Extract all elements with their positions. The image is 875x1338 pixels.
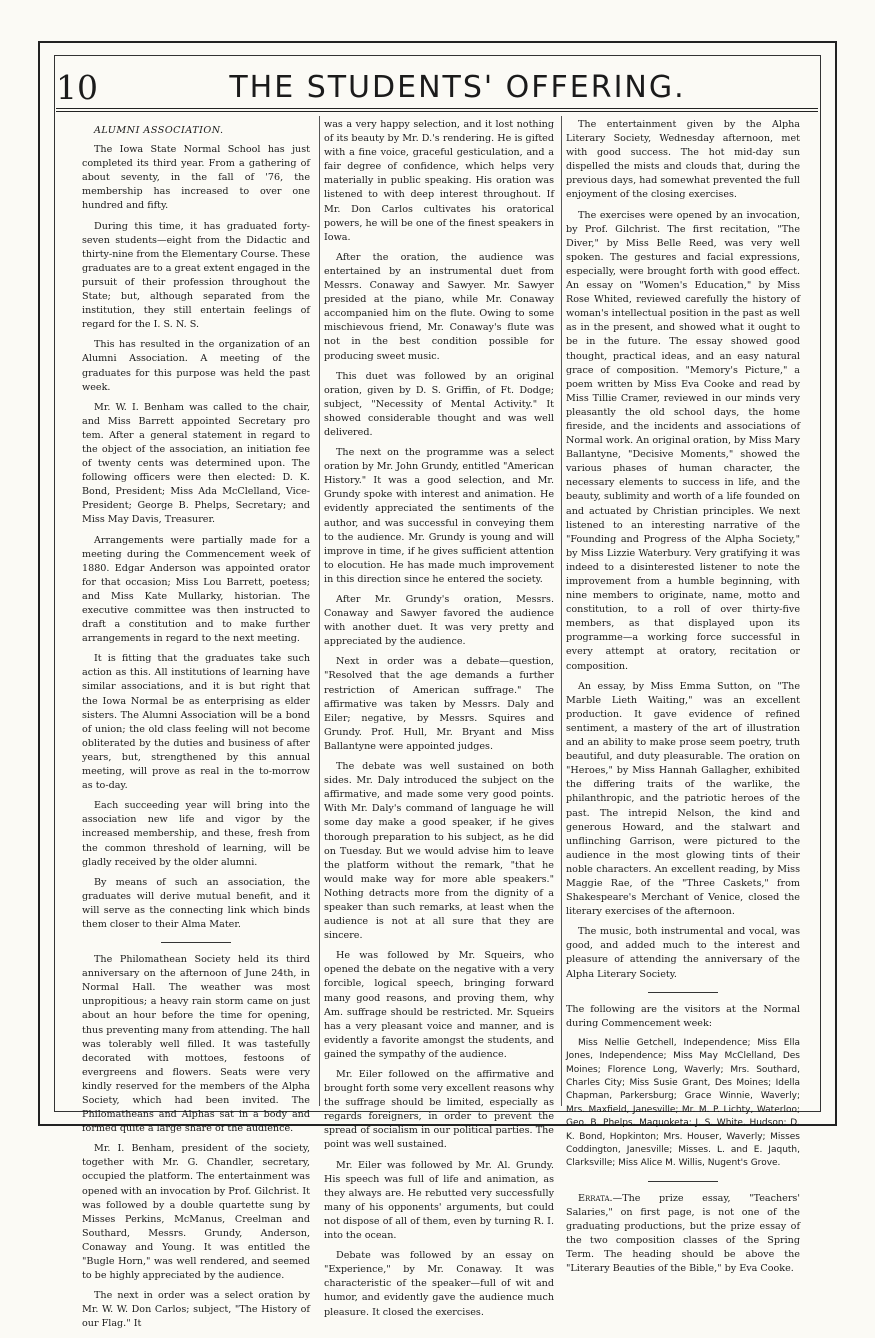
article-paragraph: After the oration, the audience was entertained by an instrumental duet from Messrs. Conaway and Sawyer. Mr. Sawyer presided at the piano, while Mr. Conaway accompanied him on the flute. Owing to some mischievous friend, Mr. Conaway's flute was not in the best condition possible for producing sweet music. [324,251,554,362]
page-number: 10 [56,68,98,107]
article-paragraph: After Mr. Grundy's oration, Messrs. Conaway and Sawyer favored the audience with another duet. It was very pretty and appreciated by the audience. [324,594,554,648]
article-paragraph: Arrangements were partially made for a meeting during the Commencement week of 1880. Edgar Anderson was appointed orator for that occasion; Miss Lou Barrett, poetess; and Miss Kate Mullarky, historian. The executive committee was then instructed to draft a constitution and to make further arrangements in regard to the next meeting. [82,534,310,645]
article-paragraph: Debate was followed by an essay on "Experience," by Mr. Conaway. It was characteristic of the speaker—full of wit and humor, and evidently gave the audience much pleasure. It closed the exercises. [324,1250,554,1318]
article-paragraph: By means of such an association, the graduates will derive mutual benefit, and it will serve as the connecting link which binds them closer to their Alma Mater. [82,876,310,930]
visitors-section [566,1003,800,1171]
article-paragraph: The debate was well sustained on both sides. Mr. Daly introduced the subject on the affirmative, and made some very good points. With Mr. Daly's command of language he will some day make a good speaker, if he gives thorough preparation to his subject, as he did on Tuesday. But we would advise him to leave the platform without the remark, "that he would make way for more able speakers." Nothing detracts more from the dignity of a speaker than such remarks, at least when the audience is not at all sure that they are sincere. [324,761,554,942]
article-paragraph: Mr. Eiler was followed by Mr. Al. Grundy. His speech was full of life and animation, as they always are. He rebutted very successfully many of his opponents' arguments, but could not dispose of all of them, even by turning R. I. into the ocean. [324,1159,554,1242]
column-divider-2 [561,116,562,1106]
errata-label: Errata. [578,1192,613,1204]
article-paragraph: The Philomathean Society held its third anniversary on the afternoon of June 24th, in Normal Hall. The weather was most unpropitious; a heavy rain storm came on just about an hour before the time for opening, thus preventing many from attending. The hall was tolerably well filled. It was tastefully decorated with mottoes, festoons of evergreens and flowers. Seats were very kindly reserved for the members of the Alpha Society, which had been invited. The Philomatheans and Alphas sat in a body and formed quite a large share of the audience. [82,954,310,1135]
masthead-rule [56,108,818,109]
column-3 [566,118,800,1282]
column-2 [324,118,554,1326]
article-paragraph: This has resulted in the organization of an Alumni Association. A meeting of the graduates for this purpose was held the past week. [82,339,310,393]
section-separator [648,992,718,993]
masthead-title: THE STUDENTS' OFFERING. [229,70,686,105]
section-separator [648,1181,718,1182]
visitors-list: Miss Nellie Getchell, Independence; Miss Ella Jones, Independence; Miss May McClelland, Des Moines; Florence Long, Waverly; Mrs. Southard, Charles City; Miss Susie Grant, Des Moines; Idella Chapman, Parkersburg; Grace Winnie, Waverly; Mrs. Maxfield, Janesville; Mr. M. P. Lichty, Waterloo; Geo. B. Phelps, Maquoketa; J. S. White, Hudson; D. K. Bond, Hopkinton; Mrs. Houser, Waverly; Misses Coddington, Janesville; Misses. L. and E. Jaquth, Clarksville; Miss Alice M. Willis, Nugent's Grove. [566,1037,800,1169]
article-paragraph: He was followed by Mr. Squeirs, who opened the debate on the negative with a very forcible, logical speech, bringing forward many good reasons, and proving them, why Am. suffrage should be restricted. Mr. Squeirs has a very pleasant voice and manner, and is evidently a favorite amongst the students, and gained the sympathy of the audience. [324,950,554,1060]
masthead-rule-2 [56,111,818,112]
article-paragraph: Each succeeding year will bring into the association new life and vigor by the increased membership, and these, fresh from the common threshold of learning, will be gladly received by the older alumni. [82,800,310,868]
article-paragraph: Next in order was a debate—question, "Resolved that the age demands a further restriction of American suffrage." The affirmative was taken by Messrs. Daly and Eiler; negative, by Messrs. Squires and Grundy. Prof. Hull, Mr. Bryant and Miss Ballantyne were appointed judges. [324,656,554,752]
errata-text: —The prize essay, "Teachers' Salaries," on first page, is not one of the graduating productions, but the prize essay of the two composition classes of the Spring Term. The heading should be above the "Literary Beauties of the Bible," by Eva Cooke. [566,1192,800,1275]
article-paragraph: The next on the programme was a select oration by Mr. John Grundy, entitled "American History." It was a good selection, and Mr. Grundy spoke with interest and animation. He evidently appreciated the sentiments of the author, and was successful in conveying them to the audience. Mr. Grundy is young and will improve in time, if he gives sufficient attention to elocution. He has made much improvement in this direction since he entered the society. [324,447,554,585]
section-separator [161,942,231,943]
article-paragraph: The exercises were opened by an invocation, by Prof. Gilchrist. The first recitation, "The Diver," by Miss Belle Reed, was very well spoken. The gestures and facial expressions, especially, were brought forth with good effect. An essay on "Women's Education," by Miss Rose Whited, reviewed carefully the history of woman's intellectual position in the past as well as in the present, and showed what it ought to be in the future. The essay showed good thought, practical ideas, and an easy natural grace of composition. "Memory's Picture," a poem written by Miss Eva Cooke and read by Miss Tillie Cramer, reviewed in our minds very pleasantly the old school days, the home fireside, and the incidents and associations of Normal work. An original oration, by Miss Mary Ballantyne, "Decisive Moments," showed the various phases of human character, the necessary elements to success in life, and the beauty, sublimity and worth of a life founded on and actuated by Christian principles. We next listened to an interesting narrative of the "Founding and Progress of the Alpha Society," by Miss Lizzie Waterbury. Very gratifying it was indeed to a disinterested listener to note the improvement from a humble beginning, with nine members to originate, name, motto and constitution, to a roll of over thirty-five members, as that displayed upon its programme—a working force successful in every attempt at oratory, recitation or composition. [566,209,800,672]
errata-paragraph [566,1192,800,1277]
visitors-intro: The following are the visitors at the Normal during Commencement week: [566,1003,800,1029]
alumni-association-heading: ALUMNI ASSOCIATION. [94,125,224,136]
article-paragraph: The Iowa State Normal School has just completed its third year. From a gathering of about seventy, in the fall of '76, the membership has increased to over one hundred and fifty. [82,144,310,212]
article-paragraph: During this time, it has graduated forty-seven students—eight from the Didactic and thirty-nine from the Elementary Course. These graduates are to a great extent engaged in the pursuit of their profession throughout the State; but, although separated from the institution, they still entertain feelings of regard for the I. S. N. S. [82,220,310,331]
article-paragraph: The music, both instrumental and vocal, was good, and added much to the interest and pleasure of attending the anniversary of the Alpha Literary Society. [566,926,800,980]
article-paragraph: The next in order was a select oration by Mr. W. W. Don Carlos; subject, "The History of our Flag." It [82,1290,310,1330]
article-paragraph: The entertainment given by the Alpha Literary Society, Wednesday afternoon, met with good success. The hot mid-day sun dispelled the mists and clouds that, during the previous days, had somewhat prevented the full enjoyment of the closing exercises. [566,119,800,201]
article-paragraph: An essay, by Miss Emma Sutton, on "The Marble Lieth Waiting," was an excellent production. It gave evidence of refined sentiment, a mastery of the art of illustration and an ability to make prose seem poetry, truth beautiful, and duty pleasurable. The oration on "Heroes," by Miss Hannah Gallagher, exhibited the differing traits of the warlike, the philanthropic, and the patriotic heroes of the past. The intrepid Nelson, the kind and generous Howard, and the stalwart and unflinching Garrison, were pictured to the audience in the most glowing tints of their noble characters. An excellent reading, by Miss Maggie Rae, of the "Three Caskets," from Shakespeare's Merchant of Venice, closed the literary exercises of the afternoon. [566,680,800,918]
column-divider-1 [319,116,320,1106]
article-paragraph: was a very happy selection, and it lost nothing of its beauty by Mr. D.'s rendering. He is gifted with a fine voice, graceful gesticulation, and a fair degree of confidence, which helps very materially in public speaking. His oration was listened to with deep interest throughout. If Mr. Don Carlos cultivates his oratorical powers, he will be one of the finest speakers in Iowa. [324,119,554,243]
article-paragraph: It is fitting that the graduates take such action as this. All institutions of learning have similar associations, and it is but right that the Iowa Normal be as enterprising as elder sisters. The Alumni Association will be a bond of union; the old class feeling will not become obliterated by the duties and business of after years, but, strengthened by this annual meeting, will prove as real in the to-morrow as to-day. [82,653,310,792]
article-paragraph: Mr. Eiler followed on the affirmative and brought forth some very excellent reasons why the suffrage should be limited, especially as regards foreigners, in order to prevent the spread of socialism in our political parties. The point was well sustained. [324,1069,554,1151]
article-paragraph: Mr. W. I. Benham was called to the chair, and Miss Barrett appointed Secretary pro tem. After a general statement in regard to the object of the association, an initiation fee of twenty cents was determined upon. The following officers were then elected: D. K. Bond, President; Miss Ada McClelland, Vice-President; George B. Phelps, Secretary; and Miss May Davis, Treasurer. [82,401,310,526]
column-1 [82,118,310,1338]
article-paragraph: This duet was followed by an original oration, given by D. S. Griffin, of Ft. Dodge; subject, "Necessity of Mental Activity." It showed considerable thought and was well delivered. [324,370,554,438]
article-paragraph: Mr. I. Benham, president of the society, together with Mr. G. Chandler, secretary, occupied the platform. The entertainment was opened with an invocation by Prof. Gilchrist. It was followed by a double quartette sung by Misses Perkins, McManus, Creelman and Southard, Messrs. Grundy, Anderson, Conaway and Young. It was entitled the "Bugle Horn," was well rendered, and seemed to be highly appreciated by the audience. [82,1143,310,1282]
